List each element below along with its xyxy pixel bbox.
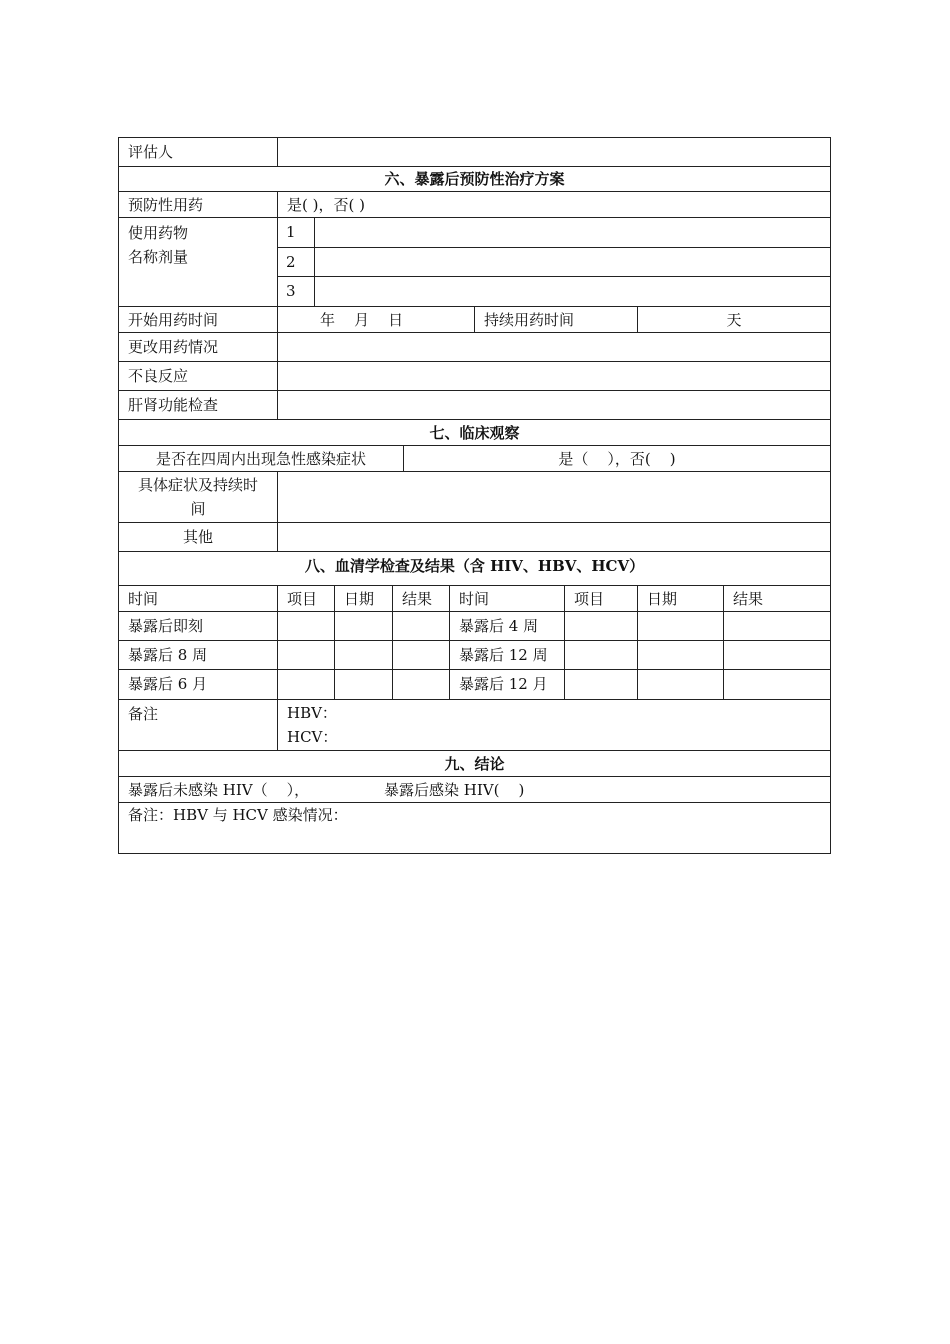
liver-kidney-field[interactable]: [277, 391, 830, 419]
section8-header: [118, 552, 831, 586]
note-hcv: HCV：: [287, 728, 338, 746]
adverse-label: 不良反应: [128, 367, 189, 385]
serology-header-row: [118, 586, 831, 612]
serology-result-cell[interactable]: [392, 612, 449, 640]
symptoms-label-line2: 间: [190, 500, 206, 518]
duration-field[interactable]: 天: [637, 307, 830, 332]
change-label: 更改用药情况: [128, 338, 219, 356]
section8-title: 八、血清学检查及结果（含 HIV、HBV、HCV）: [304, 557, 645, 575]
symptoms-label-line1: 具体症状及持续时: [137, 476, 258, 494]
col-header-time-1: 时间: [128, 590, 159, 608]
section6-title: 六、暴露后预防性治疗方案: [384, 170, 565, 188]
drug-block: [118, 218, 831, 307]
acute-row: [118, 446, 831, 472]
other-row: [118, 523, 831, 552]
note-label: 备注: [128, 705, 159, 723]
adverse-row: [118, 362, 831, 391]
section9-title: 九、结论: [444, 755, 505, 773]
section7-header: [118, 420, 831, 446]
other-field[interactable]: [277, 523, 830, 551]
serology-result-cell[interactable]: [723, 641, 830, 669]
col-header-date-1: 日期: [334, 586, 392, 611]
symptoms-field[interactable]: [277, 472, 830, 522]
serology-time-label: 暴露后 12 月: [449, 670, 564, 699]
note-hbv: HBV：: [287, 704, 337, 722]
col-header-date-2: 日期: [637, 586, 723, 611]
serology-date-cell[interactable]: [334, 670, 392, 699]
symptoms-row: [118, 472, 831, 523]
drug-field-3[interactable]: [315, 277, 830, 307]
col-header-item-1: 项目: [277, 586, 334, 611]
symptoms-label: [119, 472, 277, 522]
serology-item-cell[interactable]: [277, 612, 334, 640]
col-header-result-2: 结果: [723, 586, 830, 611]
serology-row-1: [118, 612, 831, 641]
serology-date-cell[interactable]: [334, 641, 392, 669]
drug-row-1: [278, 218, 830, 247]
col-header-result-1: 结果: [392, 586, 449, 611]
evaluator-label: 评估人: [128, 143, 174, 161]
serology-time-label: 暴露后 4 周: [449, 612, 564, 640]
remark-text[interactable]: 备注：HBV 与 HCV 感染情况：: [128, 806, 348, 824]
conclusion-positive[interactable]: 暴露后感染 HIV( ): [384, 781, 525, 799]
conclusion-row: [118, 777, 831, 803]
serology-row-3: [118, 670, 831, 700]
section6-header: [118, 166, 831, 192]
acute-choice[interactable]: 是（ ），否( ): [403, 446, 830, 471]
prophylaxis-choice[interactable]: 是( )，否( ): [277, 192, 830, 217]
serology-item-cell[interactable]: [564, 612, 637, 640]
remark-row: [118, 803, 831, 854]
serology-time-label: 暴露后 12 周: [449, 641, 564, 669]
drug-list: [277, 218, 830, 306]
section7-title: 七、临床观察: [429, 424, 520, 442]
serology-item-cell[interactable]: [277, 670, 334, 699]
serology-time-label: 暴露后 6 月: [128, 675, 208, 693]
start-time-label: 开始用药时间: [128, 311, 219, 329]
serology-time-label: 暴露后即刻: [128, 617, 204, 635]
note-field[interactable]: [277, 700, 830, 750]
drug-label: [119, 218, 277, 306]
serology-result-cell[interactable]: [723, 670, 830, 699]
serology-date-cell[interactable]: [637, 641, 723, 669]
prophylaxis-label: 预防性用药: [128, 196, 204, 214]
drug-row-3: [278, 276, 830, 307]
adverse-field[interactable]: [277, 362, 830, 390]
other-label: 其他: [182, 528, 213, 546]
serology-date-cell[interactable]: [334, 612, 392, 640]
liver-kidney-row: [118, 391, 831, 420]
evaluator-field[interactable]: [277, 138, 830, 166]
serology-result-cell[interactable]: [392, 641, 449, 669]
col-header-item-2: 项目: [564, 586, 637, 611]
section9-header: [118, 751, 831, 777]
change-field[interactable]: [277, 333, 830, 361]
conclusion-negative[interactable]: 暴露后未感染 HIV（ ），: [128, 781, 310, 799]
serology-item-cell[interactable]: [564, 641, 637, 669]
drug-number-3: 3: [278, 277, 315, 307]
serology-date-cell[interactable]: [637, 670, 723, 699]
col-header-time-2: 时间: [449, 586, 564, 611]
drug-label-line1: 使用药物: [128, 224, 189, 242]
drug-field-1[interactable]: [315, 218, 830, 247]
duration-label: 持续用药时间: [474, 307, 637, 332]
change-row: [118, 333, 831, 362]
serology-note-row: [118, 700, 831, 751]
drug-label-line2: 名称剂量: [128, 248, 189, 266]
serology-result-cell[interactable]: [723, 612, 830, 640]
liver-kidney-label: 肝肾功能检查: [128, 396, 219, 414]
drug-field-2[interactable]: [315, 248, 830, 277]
serology-item-cell[interactable]: [564, 670, 637, 699]
serology-item-cell[interactable]: [277, 641, 334, 669]
serology-row-2: [118, 641, 831, 670]
start-time-row: [118, 307, 831, 333]
serology-time-label: 暴露后 8 周: [128, 646, 208, 664]
drug-number-1: 1: [278, 218, 315, 247]
serology-date-cell[interactable]: [637, 612, 723, 640]
acute-label: 是否在四周内出现急性感染症状: [155, 450, 366, 468]
drug-number-2: 2: [278, 248, 315, 277]
prophylaxis-row: [118, 192, 831, 218]
evaluator-row: [118, 137, 831, 167]
start-time-field[interactable]: 年 月 日: [277, 307, 474, 332]
serology-result-cell[interactable]: [392, 670, 449, 699]
drug-row-2: [278, 247, 830, 277]
